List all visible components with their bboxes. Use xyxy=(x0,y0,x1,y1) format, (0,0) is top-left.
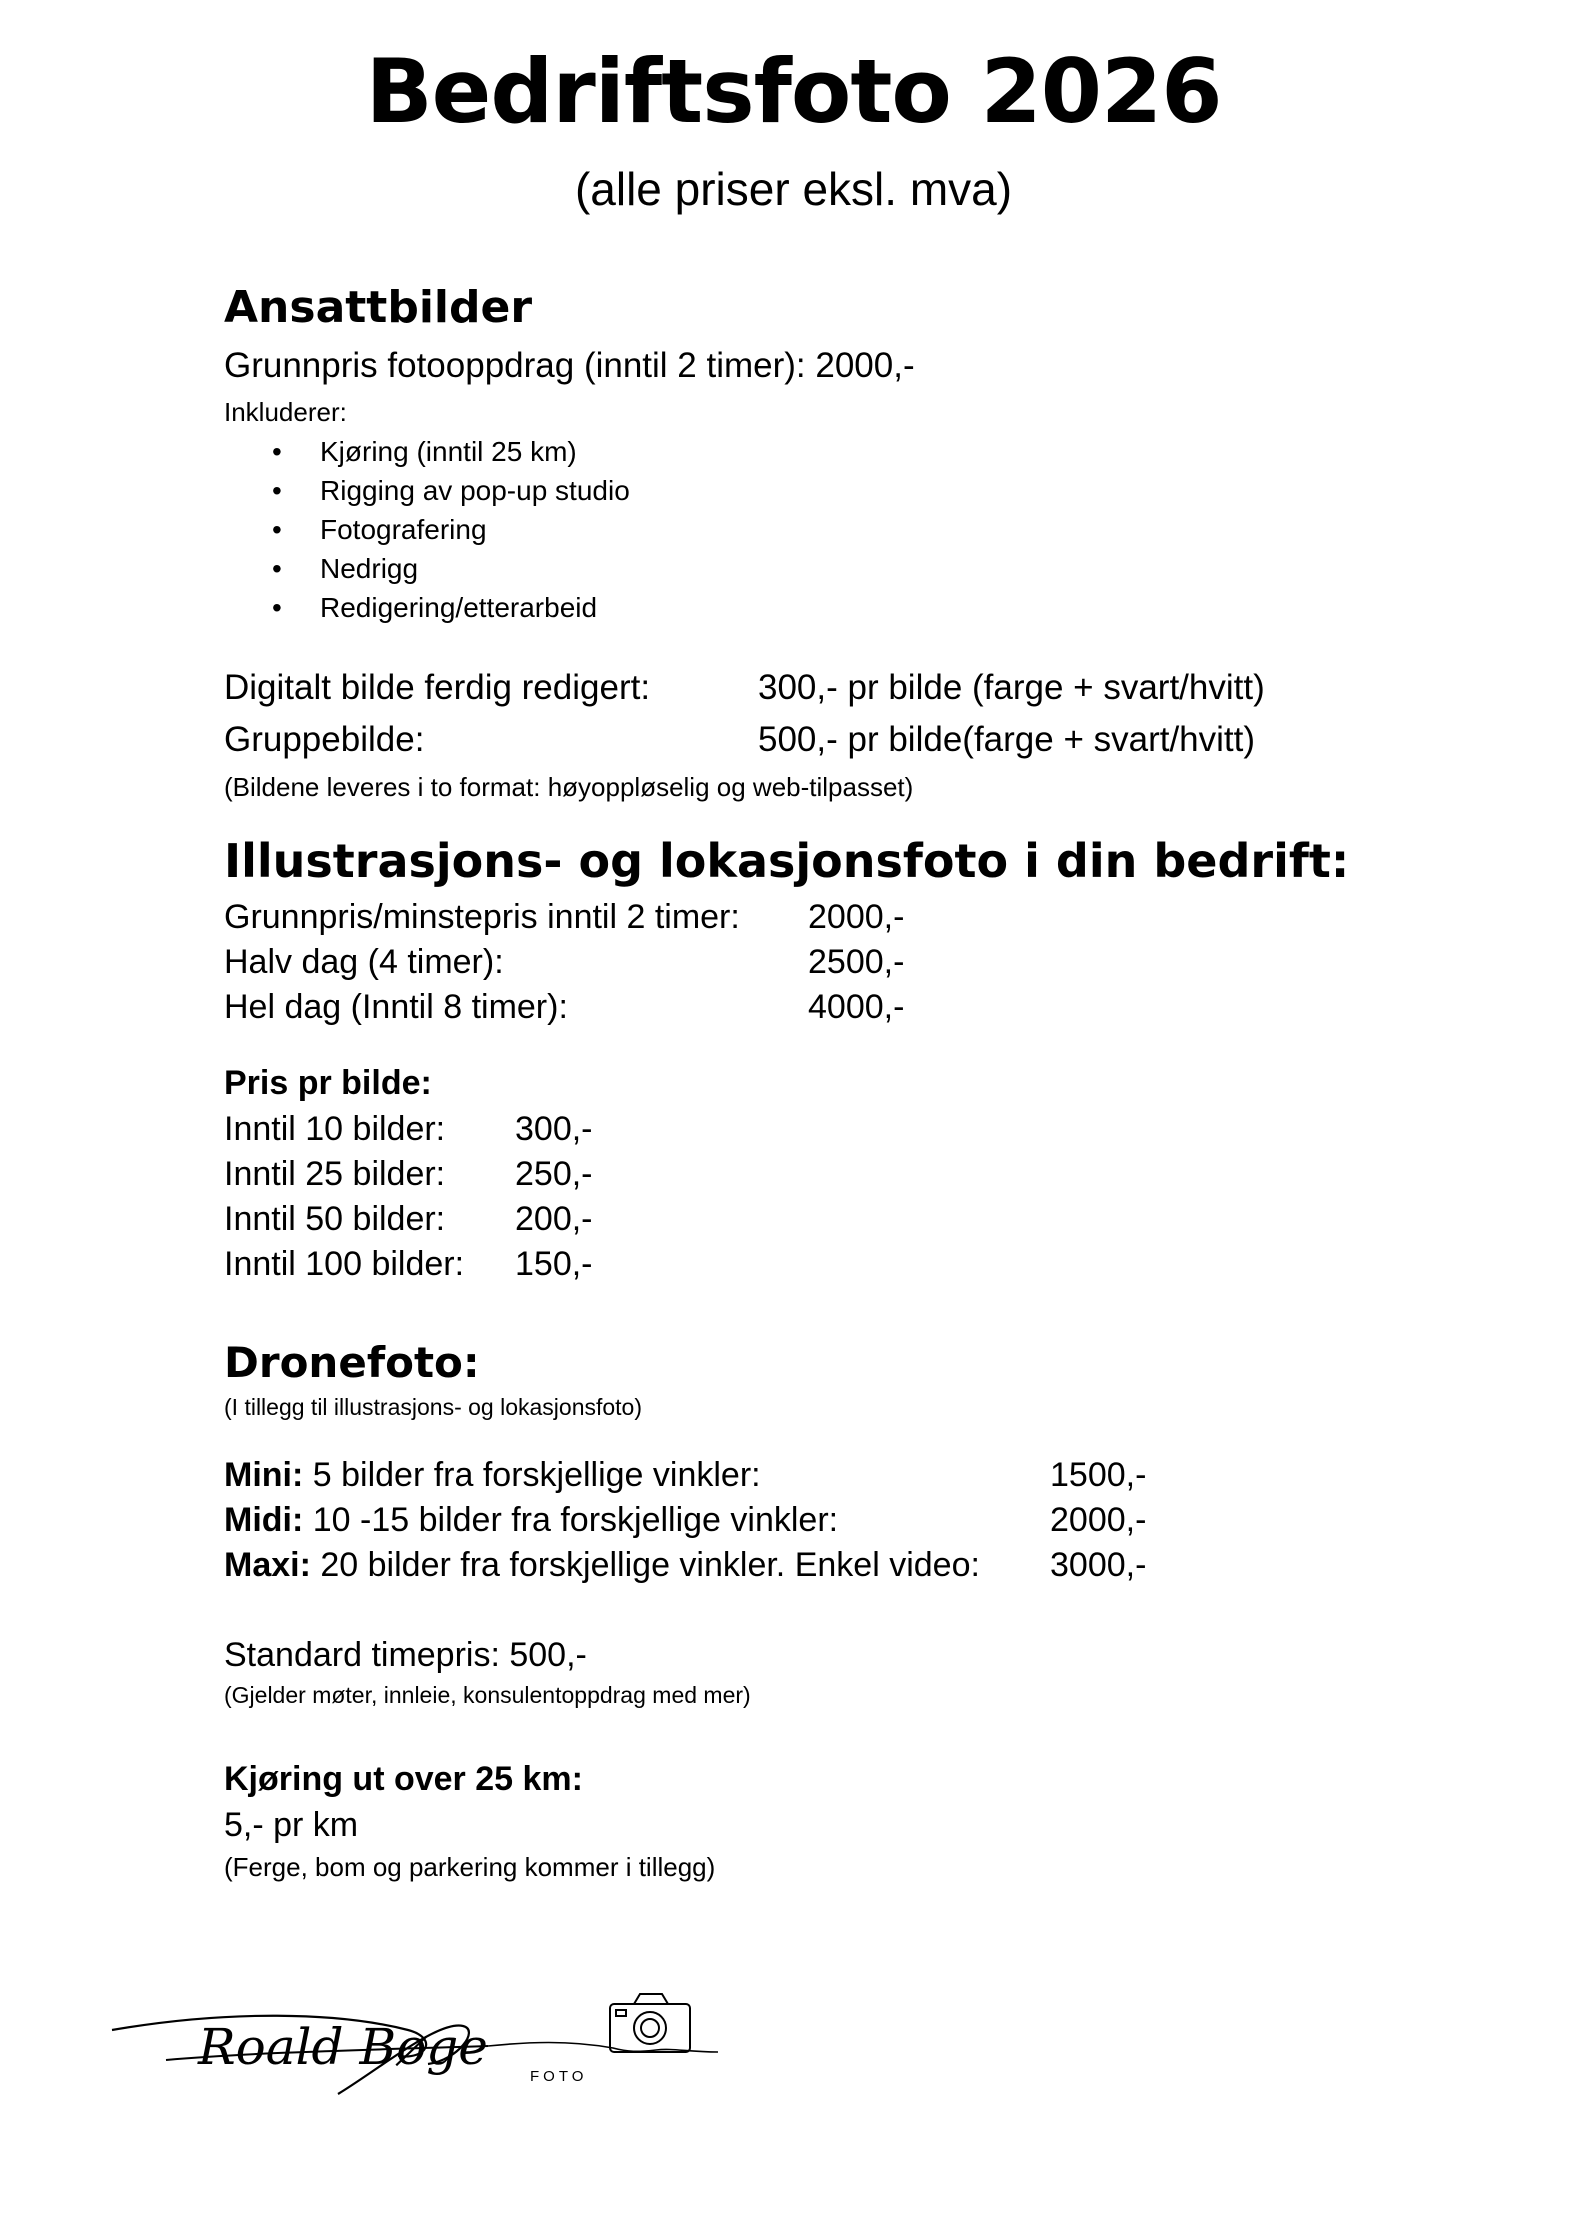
package-desc: 10 -15 bilder fra forskjellige vinkler: xyxy=(312,1501,839,1539)
includes-list xyxy=(224,432,630,627)
kjoring-heading: Kjøring ut over 25 km: xyxy=(224,1760,583,1798)
list-item: • Nedrigg xyxy=(224,549,630,588)
includes-label: Inkluderer: xyxy=(224,397,347,427)
price-label: Gruppebilde: xyxy=(224,720,425,759)
signature-subtext: FOTO xyxy=(530,2068,588,2085)
per-image-heading: Pris pr bilde: xyxy=(224,1064,432,1102)
signature-logo xyxy=(108,1990,728,2120)
list-item: • Rigging av pop-up studio xyxy=(224,471,630,510)
drone-note: (I tillegg til illustrasjons- og lokasjonsfoto) xyxy=(224,1394,643,1420)
timepris-note: (Gjelder møter, innleie, konsulentoppdrag med mer) xyxy=(224,1682,751,1708)
bullet-icon: • xyxy=(272,514,282,545)
package-desc: 20 bilder fra forskjellige vinkler. Enkel video: xyxy=(320,1546,980,1584)
ansattbilder-grunnpris: Grunnpris fotooppdrag (inntil 2 timer): 2000,- xyxy=(224,346,915,385)
list-item: • Fotografering xyxy=(224,510,630,549)
package-desc: 5 bilder fra forskjellige vinkler: xyxy=(312,1456,761,1494)
package-name: Maxi: xyxy=(224,1546,311,1584)
package-price: 3000,- xyxy=(1050,1546,1147,1584)
bullet-icon: • xyxy=(272,475,282,506)
bullet-icon: • xyxy=(272,553,282,584)
package-price: 2000,- xyxy=(1050,1501,1147,1539)
bullet-icon: • xyxy=(272,592,282,623)
package-name: Mini: xyxy=(224,1456,304,1494)
list-item: • Redigering/etterarbeid xyxy=(224,588,630,627)
illustrasjon-heading: Illustrasjons- og lokasjonsfoto i din bedrift: xyxy=(224,834,1350,888)
page-subtitle: (alle priser eksl. mva) xyxy=(574,163,1013,215)
price-label: Digitalt bilde ferdig redigert: xyxy=(224,668,651,707)
signature-text: Roald Bøge xyxy=(198,2018,488,2076)
bullet-icon: • xyxy=(272,436,282,467)
ansattbilder-heading: Ansattbilder xyxy=(224,282,533,333)
page-title: Bedriftsfoto 2026 xyxy=(365,40,1222,143)
drone-heading: Dronefoto: xyxy=(224,1338,480,1387)
kjoring-note: (Ferge, bom og parkering kommer i tillegg) xyxy=(224,1852,716,1882)
timepris-text: Standard timepris: 500,- xyxy=(224,1636,587,1674)
camera-icon xyxy=(610,1994,690,2052)
ansattbilder-note: (Bildene leveres i to format: høyoppløselig og web-tilpasset) xyxy=(224,772,914,802)
price-value: 500,- pr bilde(farge + svart/hvitt) xyxy=(758,720,1256,759)
package-price: 1500,- xyxy=(1050,1456,1147,1494)
signature-drawing xyxy=(108,1990,728,2120)
price-value: 300,- pr bilde (farge + svart/hvitt) xyxy=(758,668,1265,707)
kjoring-price: 5,- pr km xyxy=(224,1806,359,1844)
list-item: • Kjøring (inntil 25 km) xyxy=(224,432,630,471)
package-name: Midi: xyxy=(224,1501,304,1539)
